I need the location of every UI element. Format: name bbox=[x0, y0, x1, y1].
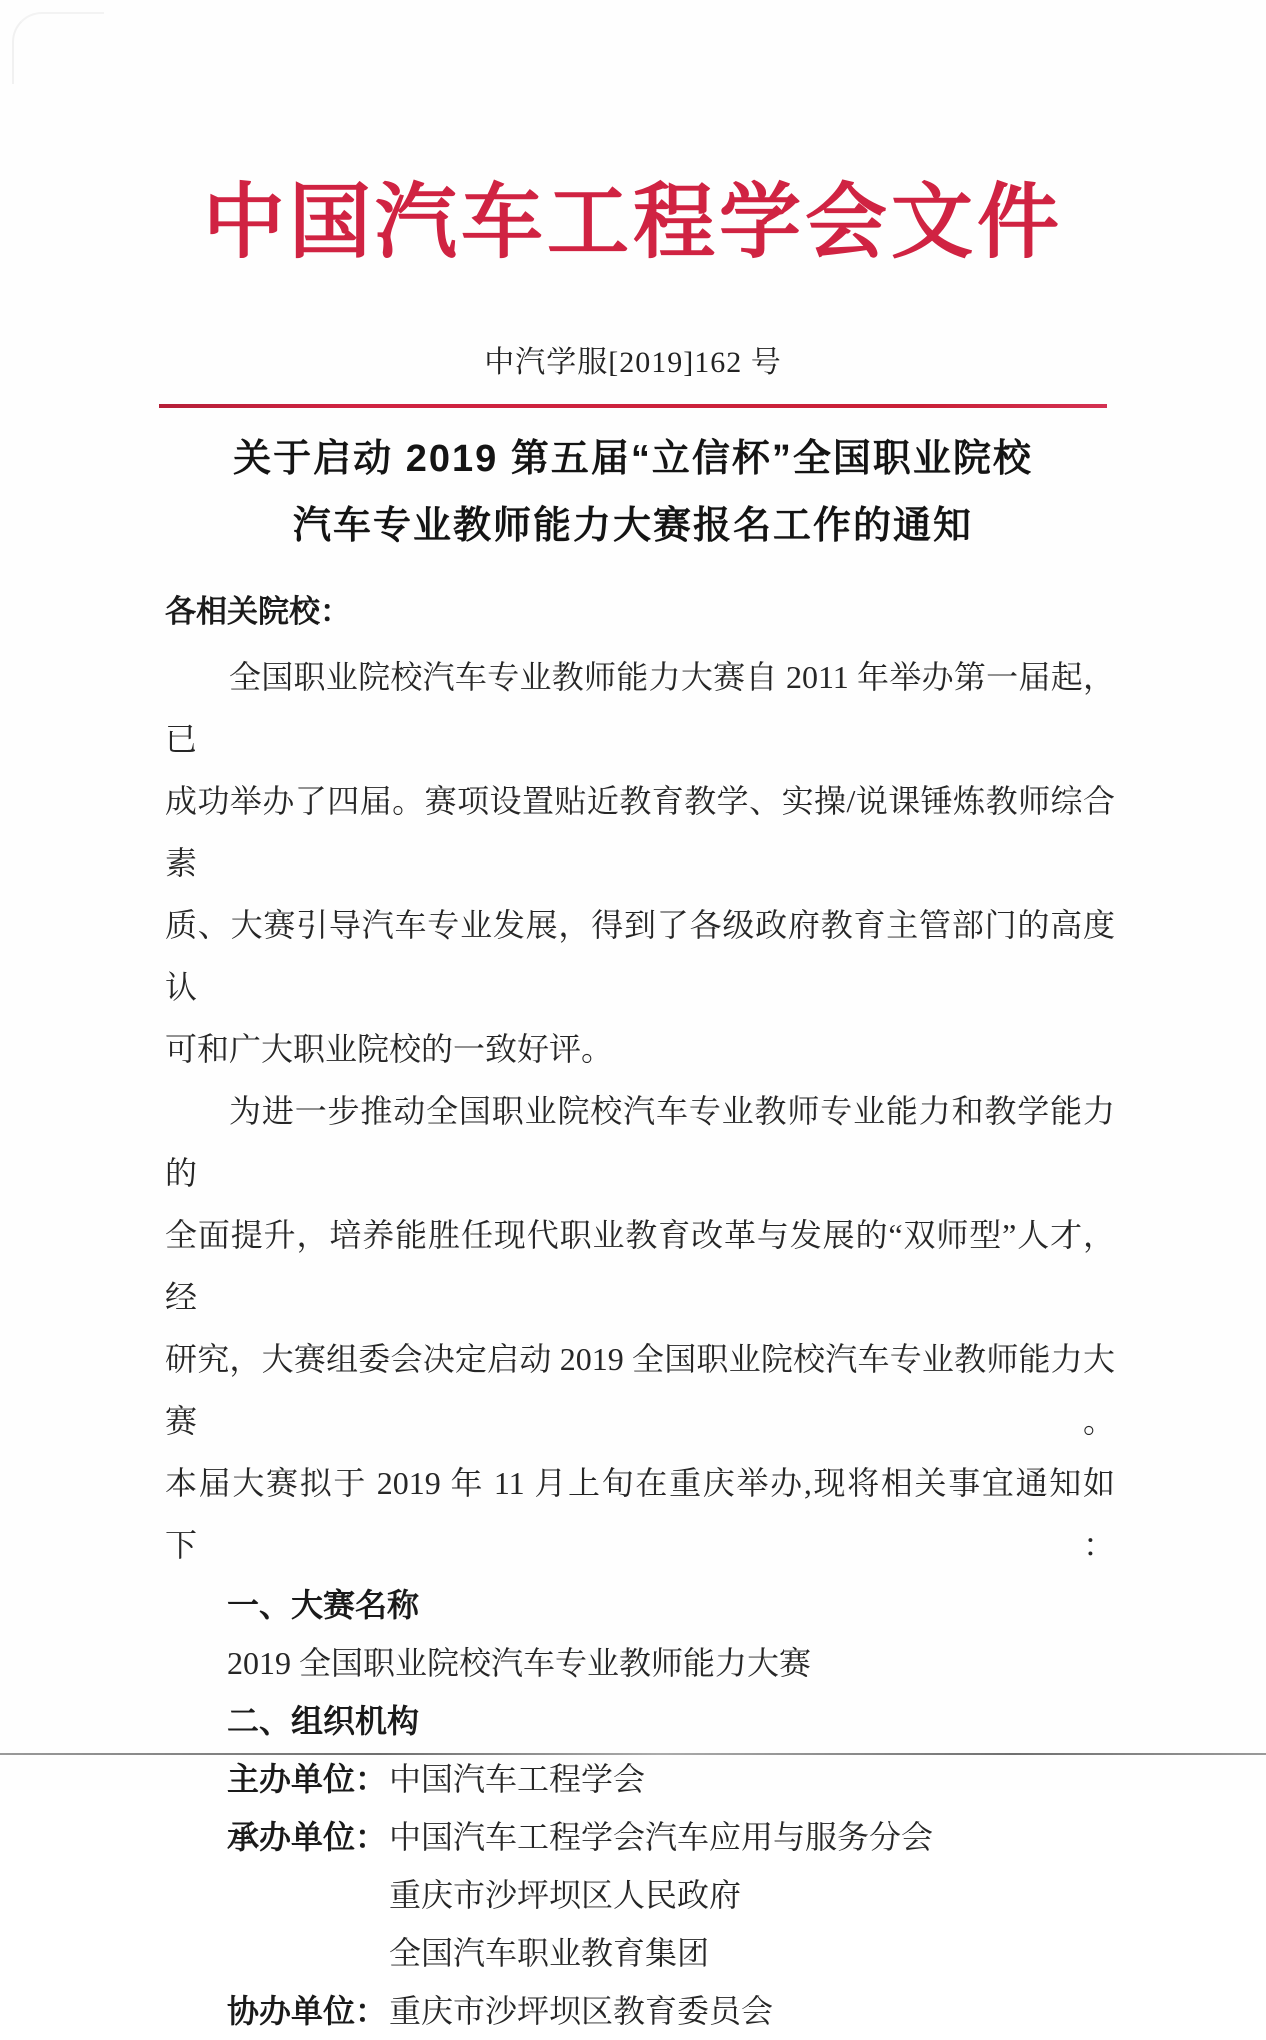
paragraph-line: 为进一步推动全国职业院校汽车专业教师专业能力和教学能力的 bbox=[165, 1093, 1115, 1191]
organizer-value: 中国汽车工程学会 bbox=[389, 1761, 646, 1797]
body-text bbox=[165, 646, 1115, 1576]
paragraph-line: 全国职业院校汽车专业教师能力大赛自 2011 年举办第一届起，已 bbox=[165, 659, 1115, 757]
organizer-label-undertaker: 承办单位： bbox=[227, 1819, 388, 1855]
section-heading-2: 二、组织机构 bbox=[227, 1703, 420, 1739]
organizer-value: 重庆市沙坪坝区教育委员会 bbox=[389, 1993, 774, 2029]
paragraph-line: 成功举办了四届。赛项设置贴近教育教学、实操/说课锤炼教师综合素 bbox=[165, 783, 1115, 881]
section-heading-1: 一、大赛名称 bbox=[227, 1587, 420, 1623]
notice-title-line-2: 汽车专业教师能力大赛报名工作的通知 bbox=[292, 505, 973, 547]
salutation: 各相关院校： bbox=[165, 594, 351, 629]
scan-bottom-edge bbox=[0, 1753, 1266, 1755]
paragraph-line: 全面提升，培养能胜任现代职业教育改革与发展的“双师型”人才，经 bbox=[165, 1217, 1115, 1315]
organizer-row bbox=[227, 1982, 1115, 2040]
scan-corner-edge bbox=[12, 12, 104, 84]
paragraph-line: 本届大赛拟于 2019 年 11 月上旬在重庆举办,现将相关事宜通知如下： bbox=[165, 1465, 1115, 1563]
organizer-value: 重庆市沙坪坝区人民政府 bbox=[389, 1877, 742, 1913]
organizer-value: 中国汽车工程学会汽车应用与服务分会 bbox=[389, 1819, 934, 1855]
paragraph-line: 可和广大职业院校的一致好评。 bbox=[165, 1031, 614, 1067]
red-divider-line bbox=[159, 404, 1107, 408]
organizer-values bbox=[389, 1808, 1115, 1982]
organizer-row bbox=[227, 1750, 1115, 1808]
paragraph-line: 质、大赛引导汽车专业发展，得到了各级政府教育主管部门的高度认 bbox=[165, 907, 1115, 1005]
notice-title-line-1: 关于启动 2019 第五届“立信杯”全国职业院校 bbox=[233, 438, 1033, 480]
red-header-title: 中国汽车工程学会文件 bbox=[202, 177, 1063, 268]
sections bbox=[165, 1576, 1115, 2040]
organizer-label-co-organizer: 协办单位： bbox=[227, 1993, 388, 2029]
organizer-row bbox=[227, 1808, 1115, 1982]
section-content-competition-name: 2019 全国职业院校汽车专业教师能力大赛 bbox=[227, 1645, 812, 1681]
organizer-values bbox=[389, 1750, 1115, 1808]
document-number: 中汽学服[2019]162 号 bbox=[484, 346, 782, 379]
paragraph-line: 研究，大赛组委会决定启动 2019 全国职业院校汽车专业教师能力大赛。 bbox=[165, 1341, 1115, 1439]
organizer-value: 全国汽车职业教育集团 bbox=[389, 1935, 710, 1971]
organizer-values bbox=[389, 1982, 1115, 2040]
organizer-label-host: 主办单位： bbox=[227, 1761, 388, 1797]
